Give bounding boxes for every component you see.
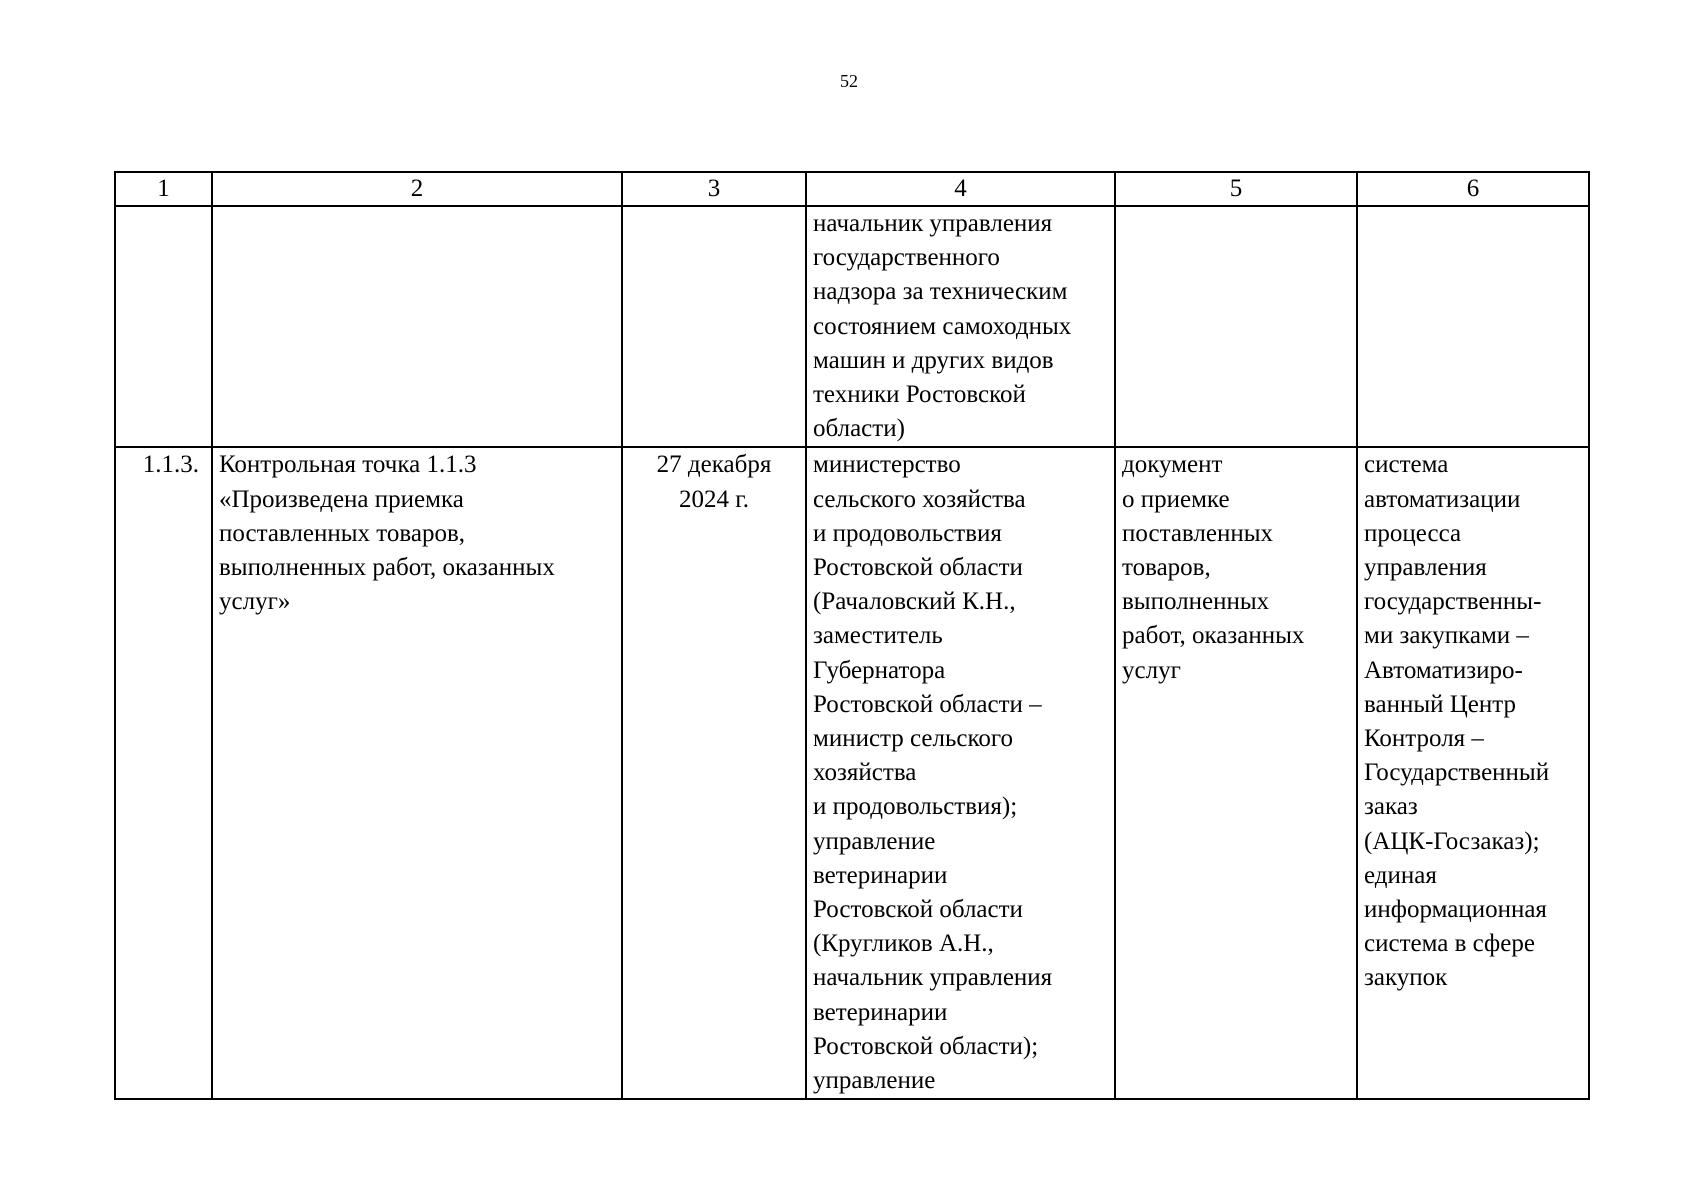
header-col-5: 5 — [1115, 172, 1357, 206]
document-table — [114, 171, 1590, 1100]
table-cell — [115, 206, 212, 447]
control-point-cell: Контрольная точка 1.1.3 «Произведена приемка поставленных товаров, выполненных работ, оказанных услуг» — [212, 447, 622, 1099]
item-number-cell: 1.1.3. — [115, 447, 212, 1099]
table-row — [115, 206, 1589, 447]
page-number: 52 — [840, 71, 858, 91]
table-cell — [1357, 206, 1589, 447]
table-cell — [622, 206, 806, 447]
document-type-cell: документ о приемке поставленных товаров, выполненных работ, оказанных услуг — [1115, 447, 1357, 1099]
header-col-4: 4 — [806, 172, 1115, 206]
responsible-cell: министерство сельского хозяйства и продовольствия Ростовской области (Рачаловский К.Н., заместитель Губернатора Ростовской области – министр сельского хозяйства и продовольствия); управление ветеринарии Ростовской области (Кругликов А.Н., начальник управления ветеринарии Ростовской области); управление — [806, 447, 1115, 1099]
table-row — [115, 447, 1589, 1099]
header-col-6: 6 — [1357, 172, 1589, 206]
table-cell — [1115, 206, 1357, 447]
header-col-1: 1 — [115, 172, 212, 206]
header-col-3: 3 — [622, 172, 806, 206]
responsible-cell: начальник управления государственного надзора за техническим состоянием самоходных машин и других видов техники Ростовской области) — [806, 206, 1115, 447]
information-system-cell: система автоматизации процесса управления государственны- ми закупками – Автоматизиро- ванный Центр Контроля – Государственный заказ (АЦК-Госзаказ); единая информационная система в сфере закупок — [1357, 447, 1589, 1099]
header-col-2: 2 — [212, 172, 622, 206]
table-cell — [212, 206, 622, 447]
table-header-row — [115, 172, 1589, 206]
deadline-cell: 27 декабря 2024 г. — [622, 447, 806, 1099]
